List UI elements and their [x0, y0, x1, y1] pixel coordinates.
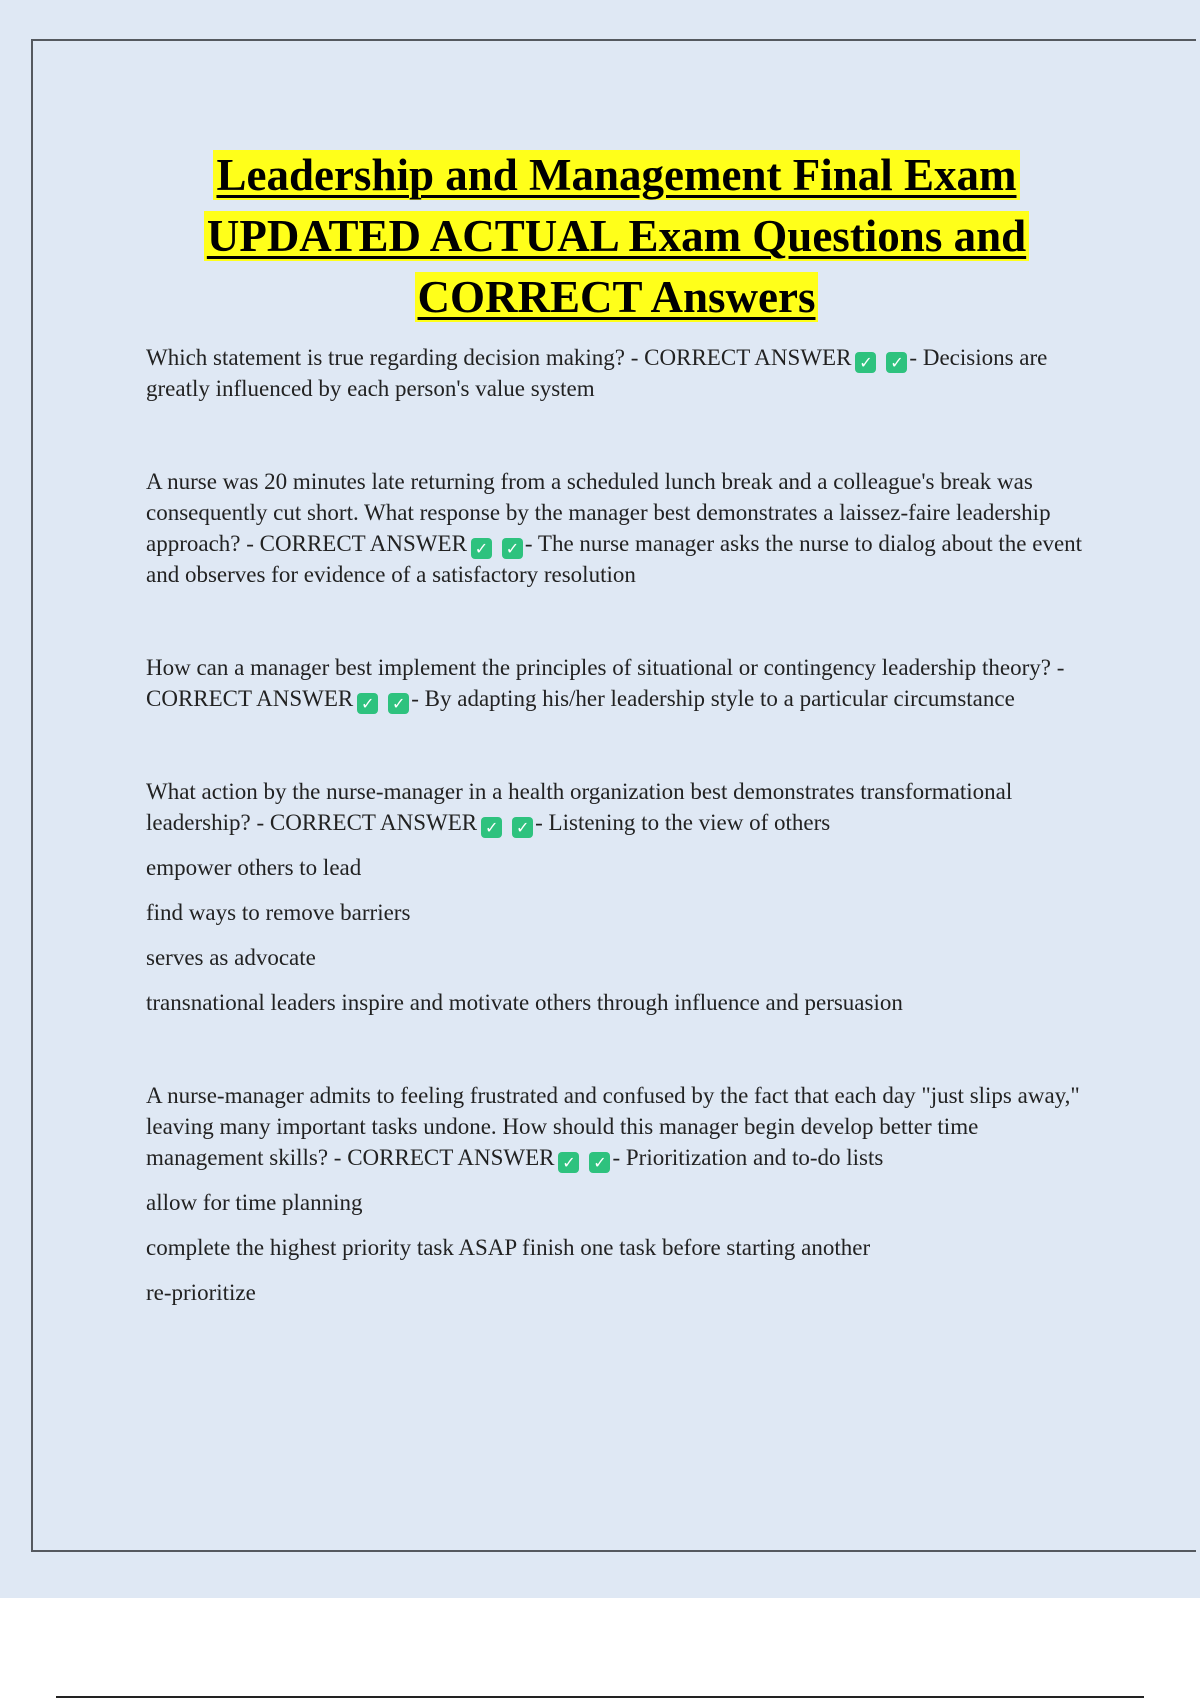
title-line-2: UPDATED ACTUAL Exam Questions and	[204, 211, 1029, 261]
question-text: A nurse-manager admits to feeling frustrated and confused by the fact that each day "just slips away," leaving many important tasks undone. How should this manager begin develop better time management skills?	[146, 1083, 1080, 1170]
qa-paragraph	[146, 776, 1088, 838]
answer-note: serves as advocate	[146, 945, 316, 970]
correct-answer-marker: - CORRECT ANSWER	[146, 655, 1065, 711]
check-mark-icon: ✓	[886, 352, 907, 373]
question-text: Which statement is true regarding decision making?	[146, 345, 626, 370]
check-mark-icon: ✓	[388, 693, 409, 714]
title-line-3: CORRECT Answers	[415, 272, 819, 322]
check-mark-icon: ✓	[855, 352, 876, 373]
check-mark-icon: ✓	[589, 1152, 610, 1173]
question-text: What action by the nurse-manager in a health organization best demonstrates transformational leadership?	[146, 779, 1013, 835]
qa-item-1	[146, 342, 1088, 404]
check-mark-icon: ✓	[502, 538, 523, 559]
qa-list	[146, 342, 1088, 1308]
qa-item-5	[146, 1080, 1088, 1308]
correct-answer-marker: - CORRECT ANSWER	[246, 531, 467, 556]
check-mark-icon: ✓	[558, 1152, 579, 1173]
qa-item-2	[146, 466, 1088, 590]
answer-text: - Decisions are greatly influenced by each person's value system	[146, 345, 1048, 401]
answer-note: empower others to lead	[146, 855, 362, 880]
qa-paragraph	[146, 466, 1088, 590]
qa-item-3	[146, 652, 1088, 714]
answer-text: - The nurse manager asks the nurse to dialog about the event and observes for evidence of a satisfactory resolution	[146, 531, 1083, 587]
check-mark-icon: ✓	[471, 538, 492, 559]
page-divider	[56, 1696, 1144, 1698]
answer-note: complete the highest priority task ASAP finish one task before starting another	[146, 1235, 871, 1260]
qa-paragraph	[146, 652, 1088, 714]
question-text: A nurse was 20 minutes late returning from a scheduled lunch break and a colleague's break was consequently cut short. What response by the manager best demonstrates a laissez-faire leadership approach?	[146, 469, 1051, 556]
qa-item-4	[146, 776, 1088, 1018]
answer-note: allow for time planning	[146, 1190, 363, 1215]
correct-answer-marker: - CORRECT ANSWER	[256, 810, 478, 835]
check-mark-icon: ✓	[512, 817, 533, 838]
question-text: How can a manager best implement the principles of situational or contingency leadership theory?	[146, 655, 1052, 680]
answer-note: find ways to remove barriers	[146, 900, 411, 925]
answer-note: re-prioritize	[146, 1280, 256, 1305]
answer-text: - Prioritization and to-do lists	[612, 1145, 884, 1170]
check-mark-icon: ✓	[357, 693, 378, 714]
check-mark-icon: ✓	[481, 817, 502, 838]
document-title	[100, 145, 1133, 328]
correct-answer-marker: - CORRECT ANSWER	[333, 1145, 555, 1170]
answer-text: - Listening to the view of others	[535, 810, 831, 835]
qa-paragraph	[146, 1080, 1088, 1173]
title-line-1: Leadership and Management Final Exam	[213, 150, 1019, 200]
answer-note: transnational leaders inspire and motivate others through influence and persuasion	[146, 990, 903, 1015]
answer-text: - By adapting his/her leadership style to a particular circumstance	[411, 686, 1015, 711]
correct-answer-marker: - CORRECT ANSWER	[630, 345, 852, 370]
qa-paragraph	[146, 342, 1088, 404]
